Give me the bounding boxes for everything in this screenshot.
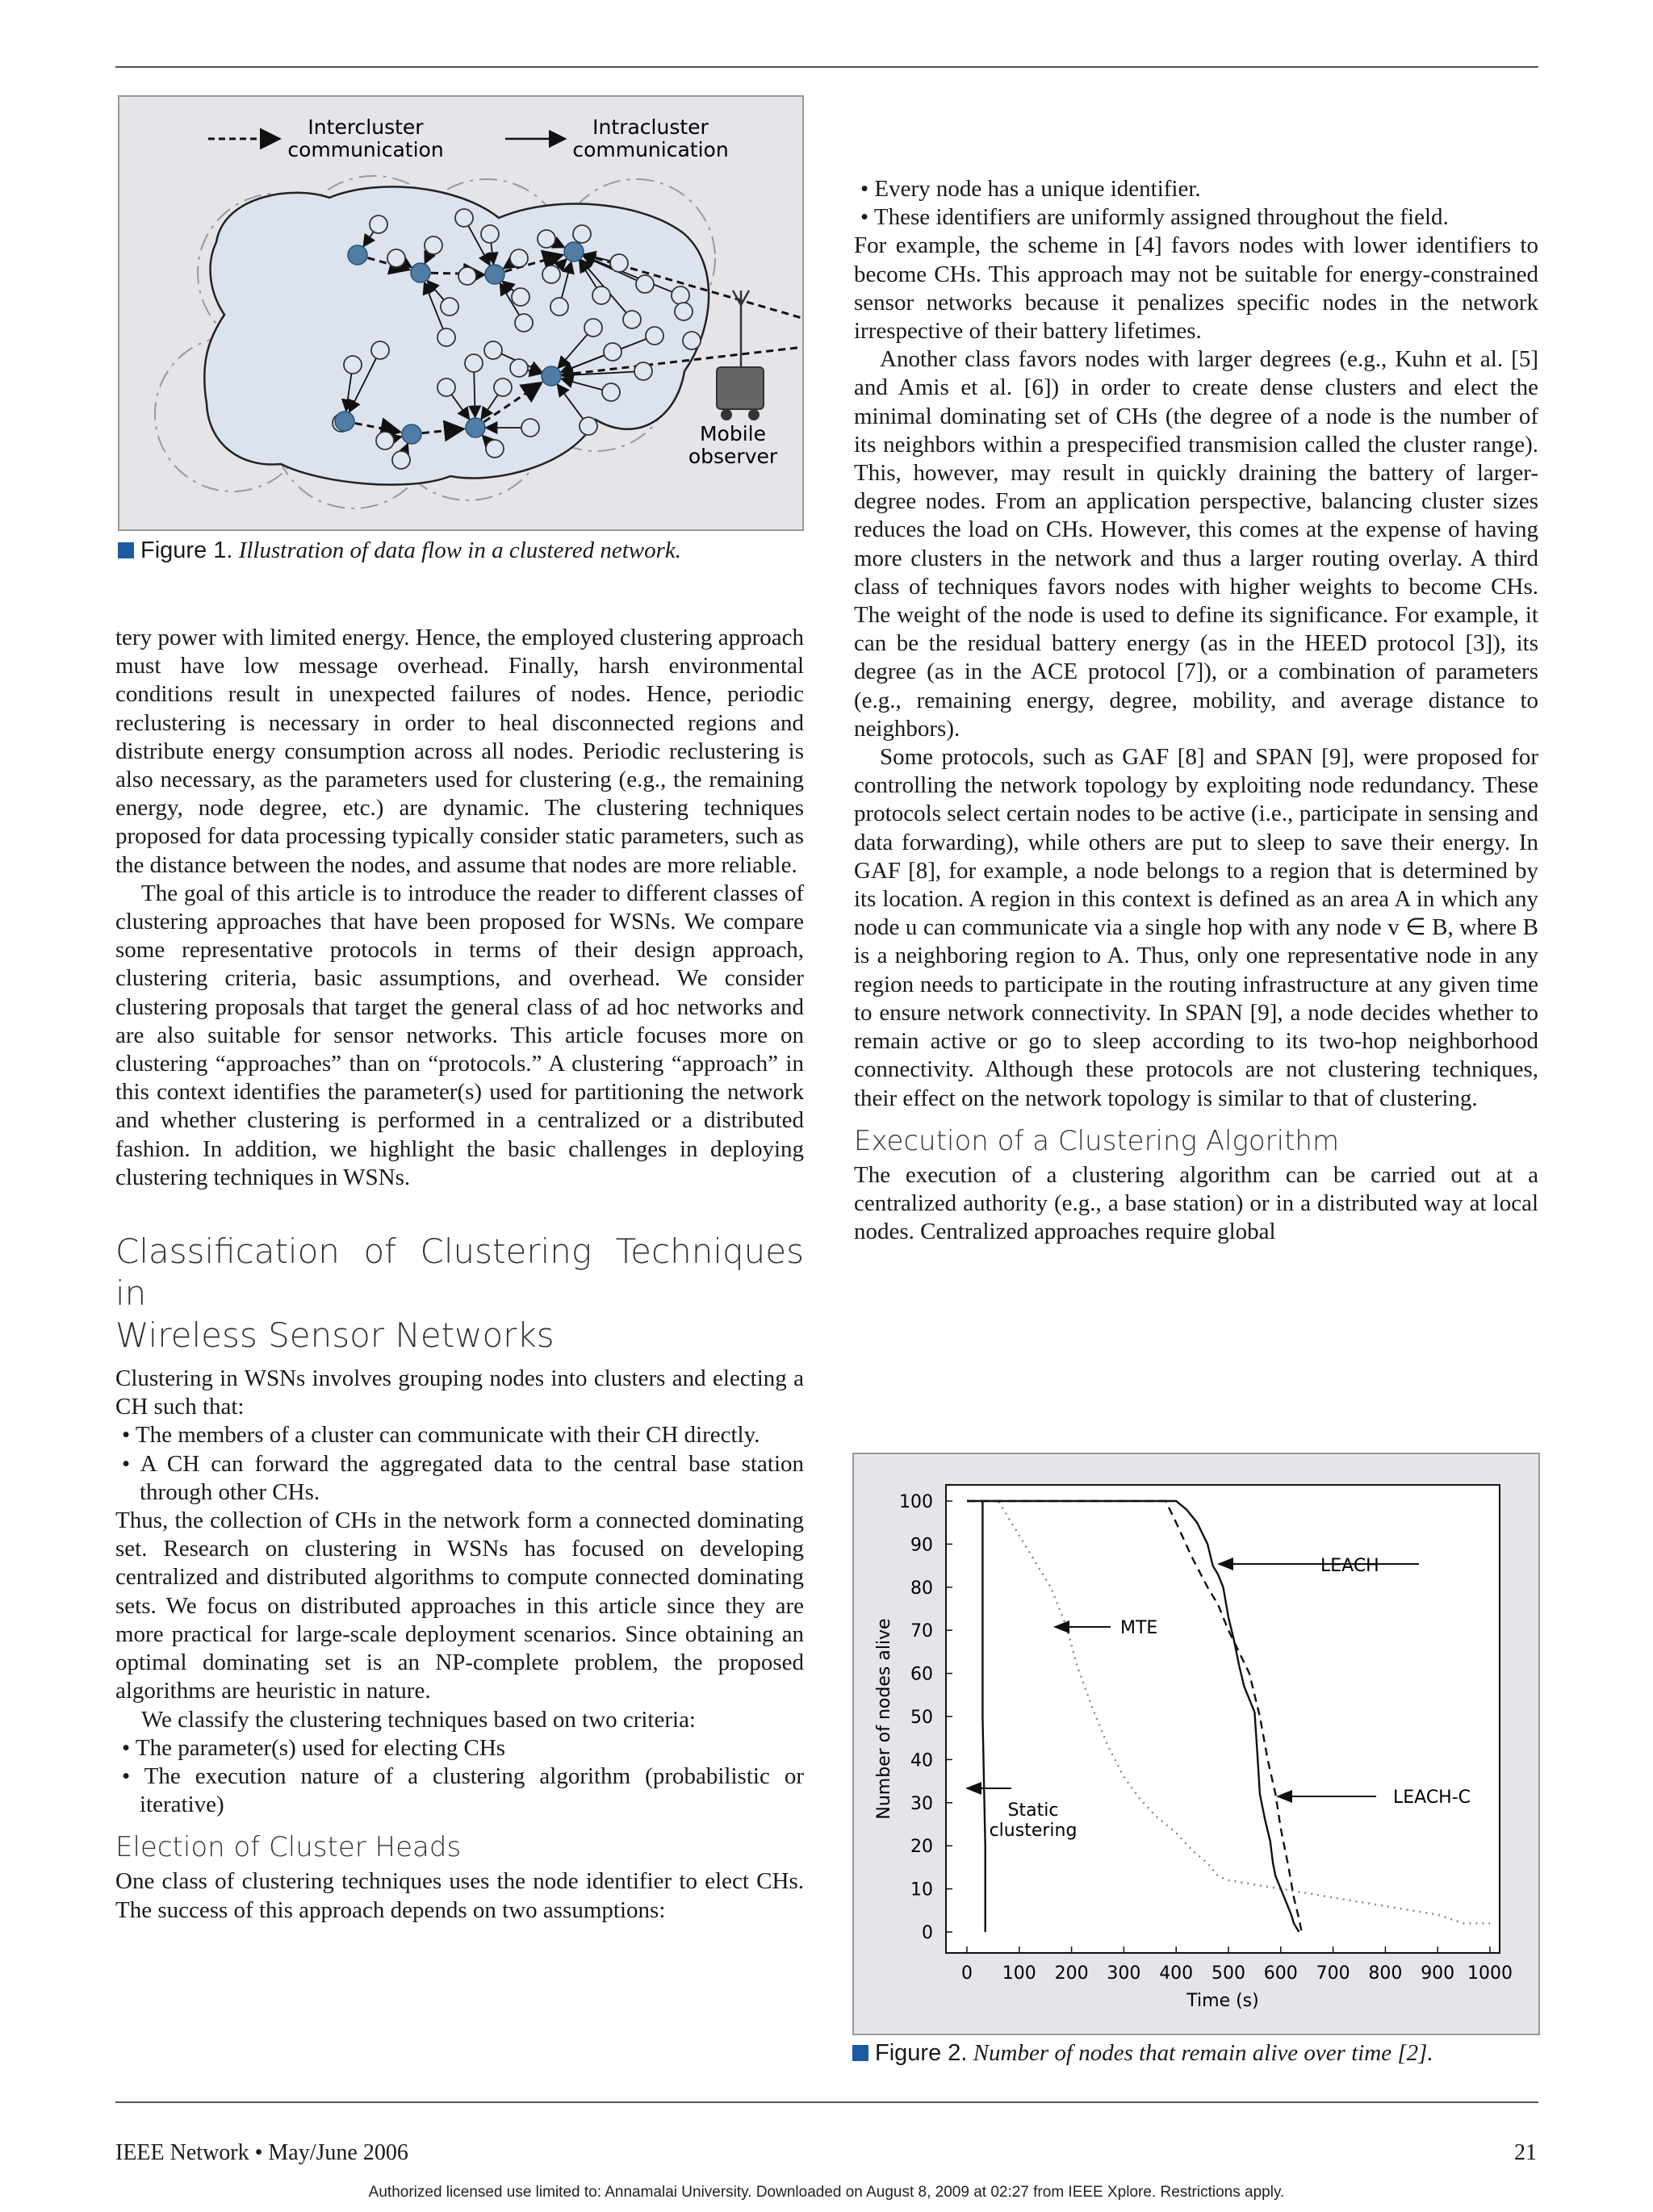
sensor-node bbox=[672, 286, 689, 304]
y-tick-label: 100 bbox=[899, 1492, 933, 1512]
y-axis-label: Number of nodes alive bbox=[874, 1618, 894, 1820]
sensor-node bbox=[592, 286, 610, 304]
network-boundary bbox=[204, 186, 709, 484]
sensor-node bbox=[494, 378, 512, 396]
journal-footer: IEEE Network • May/June 2006 bbox=[115, 2140, 408, 2165]
left-bullet-4: • The execution nature of a clustering algorithm (probabilistic or iterative) bbox=[122, 1762, 804, 1818]
figure-1 bbox=[118, 95, 804, 531]
y-tick-label: 50 bbox=[910, 1708, 933, 1728]
figure-2-caption-text: Number of nodes that remain alive over time [2]. bbox=[973, 2040, 1433, 2066]
left-paragraph-1: tery power with limited energy. Hence, the employed clustering approach must have low message overhead. Finally, harsh environmental conditions result in unexpected failures of nodes. Hence, periodic reclustering is necessary in order to heal disconnected regions and distribute energy consumption across all nodes. Periodic reclustering is also necessary, as the parameters used for clustering (e.g., the remaining energy, node degree, etc.) are dynamic. The clustering techniques proposed for data processing typically consider static parameters, such as the distance between the nodes, and assume that nodes are more reliable. bbox=[115, 625, 804, 878]
legend-intra-1: Intracluster bbox=[592, 115, 709, 139]
left-paragraph-2: The goal of this article is to introduce the reader to different classes of clustering approaches that have been proposed for WSNs. We compare some representative protocols in terms of their design approach, clustering criteria, basic assumptions, and overhead. We consider clustering proposals that target the general class of ad hoc networks and are also suitable for sensor networks. This article focuses more on clustering “approaches” than on “protocols.” A clustering “approach” in this context identifies the parameter(s) used for partitioning the network and whether clustering is performed in a centralized or a distributed fashion. In addition, we highlight the basic challenges in deploying clustering techniques in WSNs. bbox=[115, 880, 804, 1190]
sensor-node bbox=[344, 356, 362, 374]
sensor-node bbox=[634, 362, 652, 380]
y-tick-label: 80 bbox=[910, 1578, 933, 1599]
sensor-node bbox=[376, 432, 394, 450]
sensor-node bbox=[465, 354, 483, 372]
sensor-node bbox=[604, 343, 621, 361]
sensor-node bbox=[455, 209, 473, 227]
subsection-election: Election of Cluster Heads bbox=[115, 1831, 462, 1864]
sensor-node bbox=[538, 230, 555, 248]
figure-2-caption bbox=[852, 2039, 1433, 2067]
sensor-node bbox=[521, 419, 539, 437]
y-tick-label: 60 bbox=[910, 1664, 933, 1685]
figure-1-caption bbox=[118, 537, 681, 564]
sensor-node bbox=[542, 266, 560, 283]
x-tick-label: 200 bbox=[1054, 1963, 1089, 1984]
cluster-head-node bbox=[542, 366, 561, 386]
y-tick-label: 70 bbox=[910, 1621, 933, 1642]
y-tick-label: 10 bbox=[910, 1880, 933, 1900]
right-column bbox=[854, 175, 1538, 1246]
page-number: 21 bbox=[1514, 2140, 1537, 2165]
sensor-node bbox=[484, 341, 502, 359]
sensor-node bbox=[646, 327, 663, 345]
left-bullet-1: • The members of a cluster can communicate with their CH directly. bbox=[122, 1422, 760, 1449]
sensor-node bbox=[437, 378, 455, 396]
sensor-node bbox=[515, 314, 533, 332]
right-paragraph-2: Another class favors nodes with larger degrees (e.g., Kuhn et al. [5] and Amis et al. [6]) in order to create dense clusters and elect the minimal dominating set of CHs (the degree of a node is the number of its neighbors within a prespecified transmision called the cluster range). This, however, may result in quickly draining the battery of larger-degree nodes. From an application perspective, balancing cluster sizes reduces the load on CHs. However, this comes at the expense of having more clusters in the network and thus a larger routing overlay. A third class of techniques favors nodes with higher weights to become CHs. The weight of the node is used to define its significance. For example, it can be the residual battery energy (as in the HEED protocol [3]), its degree (as in the ACE protocol [7]), or a combination of parameters (e.g., remaining energy, degree, mobility, and average distance to neighbors). bbox=[854, 346, 1538, 742]
right-paragraph-1: For example, the scheme in [4] favors nodes with lower identifiers to become CHs. This approach may not be suitable for energy-constrained sensor networks because it penalizes specific nodes in the network irrespective of their battery lifetimes. bbox=[854, 232, 1538, 345]
section-heading bbox=[115, 1231, 804, 1357]
x-tick-label: 400 bbox=[1159, 1963, 1194, 1984]
sensor-node bbox=[584, 319, 602, 337]
x-tick-label: 0 bbox=[961, 1963, 973, 1984]
left-paragraph-6: One class of clustering techniques uses the node identifier to elect CHs. The success of this approach depends on two assumptions: bbox=[115, 1868, 804, 1923]
x-tick-label: 900 bbox=[1421, 1963, 1455, 1984]
legend bbox=[208, 115, 729, 161]
sensor-node bbox=[458, 267, 476, 285]
cluster-head-node bbox=[466, 418, 485, 437]
sensor-node bbox=[437, 328, 455, 346]
mobile-label-2: observer bbox=[688, 445, 778, 468]
sensor-node bbox=[371, 341, 389, 359]
figure-1-label: Figure 1. bbox=[140, 537, 233, 563]
left-paragraph-5: We classify the clustering techniques based on two criteria: bbox=[141, 1706, 696, 1733]
legend-intra-2: communication bbox=[572, 138, 729, 161]
sensor-node bbox=[602, 383, 620, 401]
right-bullet-2: • These identifiers are uniformly assigned throughout the field. bbox=[860, 204, 1449, 231]
sensor-node bbox=[510, 249, 528, 267]
cluster-head-node bbox=[402, 424, 421, 444]
sensor-node bbox=[683, 332, 701, 349]
y-tick-label: 0 bbox=[922, 1923, 933, 1943]
sensor-node bbox=[425, 236, 442, 254]
mte-label: MTE bbox=[1120, 1618, 1158, 1638]
section-heading-line-2: Wireless Sensor Networks bbox=[115, 1315, 554, 1356]
static-label-1: Static bbox=[1007, 1800, 1059, 1821]
authorized-notice: Authorized licensed use limited to: Annamalai University. Downloaded on August 8, 2009 at 02:27 from IEEE Xplore. Restrictions apply. bbox=[368, 2184, 1285, 2201]
y-tick-label: 90 bbox=[910, 1535, 933, 1556]
sensor-node bbox=[512, 288, 529, 306]
left-column bbox=[115, 624, 804, 1925]
section-heading-line-1: Classification of Clustering Techniques in bbox=[115, 1231, 804, 1314]
x-tick-label: 600 bbox=[1263, 1963, 1298, 1984]
sensor-node bbox=[573, 225, 591, 243]
right-bullet-1: • Every node has a unique identifier. bbox=[860, 176, 1201, 202]
legend-inter-2: communication bbox=[287, 138, 444, 161]
network-diagram bbox=[119, 97, 802, 529]
bottom-rule bbox=[115, 2101, 1538, 2103]
sensor-node bbox=[387, 249, 405, 267]
sensor-node bbox=[441, 298, 458, 316]
leach-c-label: LEACH-C bbox=[1393, 1788, 1471, 1808]
cluster-head-node bbox=[411, 263, 430, 282]
left-paragraph-4: Thus, the collection of CHs in the network form a connected dominating set. Research on clustering in WSNs has focused on developing centralized and distributed algorithms to compute connected dominating sets. We focus on distributed approaches in this article since they are more practical for large-scale deployment scenarios. Since obtaining an optimal dominating set is an NP-complete problem, the proposed algorithms are heuristic in nature. bbox=[115, 1507, 804, 1704]
static-label-2: clustering bbox=[989, 1821, 1078, 1841]
right-paragraph-3: Some protocols, such as GAF [8] and SPAN [9], were proposed for controlling the network topology by exploiting node redundancy. These protocols select certain nodes to be active (i.e., participate in sensing and data forwarding), while others are put to sleep to save their energy. In GAF [8], for example, a node belongs to a region that is determined by its location. A region in this context is defined as an area A in which any node u can communicate via a single hop with any node v ∈ B, where B is a neighboring region to A. Thus, only one representative node in any region needs to participate in the routing infrastructure at any given time to ensure network connectivity. In SPAN [9], a node decides whether to remain active or go to sleep according to its two-hop neighborhood connectivity. Although these protocols are not clustering techniques, their effect on the network topology is similar to that of clustering. bbox=[854, 744, 1538, 1111]
y-tick-label: 30 bbox=[910, 1793, 933, 1814]
sensor-node bbox=[636, 275, 654, 293]
y-tick-label: 20 bbox=[910, 1837, 933, 1858]
left-bullet-2: • A CH can forward the aggregated data to the central base station through other CHs. bbox=[122, 1450, 804, 1505]
figure-2-label: Figure 2. bbox=[875, 2040, 968, 2066]
sensor-node bbox=[610, 254, 628, 272]
cluster-head-node bbox=[564, 242, 584, 261]
nodes-alive-chart bbox=[854, 1454, 1538, 2034]
figure-2 bbox=[852, 1453, 1540, 2035]
subsection-execution: Execution of a Clustering Algorithm bbox=[854, 1124, 1340, 1157]
sensor-node bbox=[486, 440, 504, 458]
legend-inter-1: Intercluster bbox=[308, 115, 424, 139]
sensor-node bbox=[550, 298, 568, 316]
sensor-node bbox=[580, 417, 597, 435]
cluster-head-node bbox=[485, 265, 504, 284]
x-tick-label: 500 bbox=[1212, 1963, 1245, 1984]
right-paragraph-4: The execution of a clustering algorithm can be carried out at a centralized authority (e.g., a base station) or in a distributed way at local nodes. Centralized approaches require global bbox=[854, 1161, 1538, 1245]
leach-label: LEACH bbox=[1320, 1556, 1379, 1576]
x-tick-label: 100 bbox=[1002, 1963, 1036, 1984]
cluster-head-node bbox=[335, 412, 354, 431]
sensor-node bbox=[623, 311, 641, 328]
x-tick-label: 700 bbox=[1316, 1963, 1350, 1984]
left-paragraph-3: Clustering in WSNs involves grouping nodes into clusters and electing a CH such that: bbox=[115, 1365, 804, 1420]
y-tick-label: 40 bbox=[910, 1750, 933, 1771]
sensor-node bbox=[392, 451, 410, 469]
sensor-node bbox=[481, 225, 499, 243]
plot-area bbox=[946, 1485, 1500, 1953]
cluster-head-node bbox=[348, 245, 367, 265]
figure-1-caption-text: Illustration of data flow in a clustered network. bbox=[238, 537, 681, 563]
x-axis-label: Time (s) bbox=[1186, 1991, 1259, 2011]
x-tick-label: 800 bbox=[1368, 1963, 1403, 1984]
caption-square-icon bbox=[852, 2045, 868, 2061]
top-rule bbox=[115, 66, 1538, 68]
x-tick-label: 300 bbox=[1107, 1963, 1141, 1984]
caption-square-icon bbox=[118, 542, 134, 558]
sensor-node bbox=[370, 215, 387, 233]
sensor-node bbox=[510, 359, 528, 377]
x-tick-label: 1000 bbox=[1467, 1963, 1513, 1984]
mobile-label-1: Mobile bbox=[699, 422, 767, 445]
left-bullet-3: • The parameter(s) used for electing CHs bbox=[122, 1734, 506, 1761]
sensor-node bbox=[675, 303, 693, 320]
